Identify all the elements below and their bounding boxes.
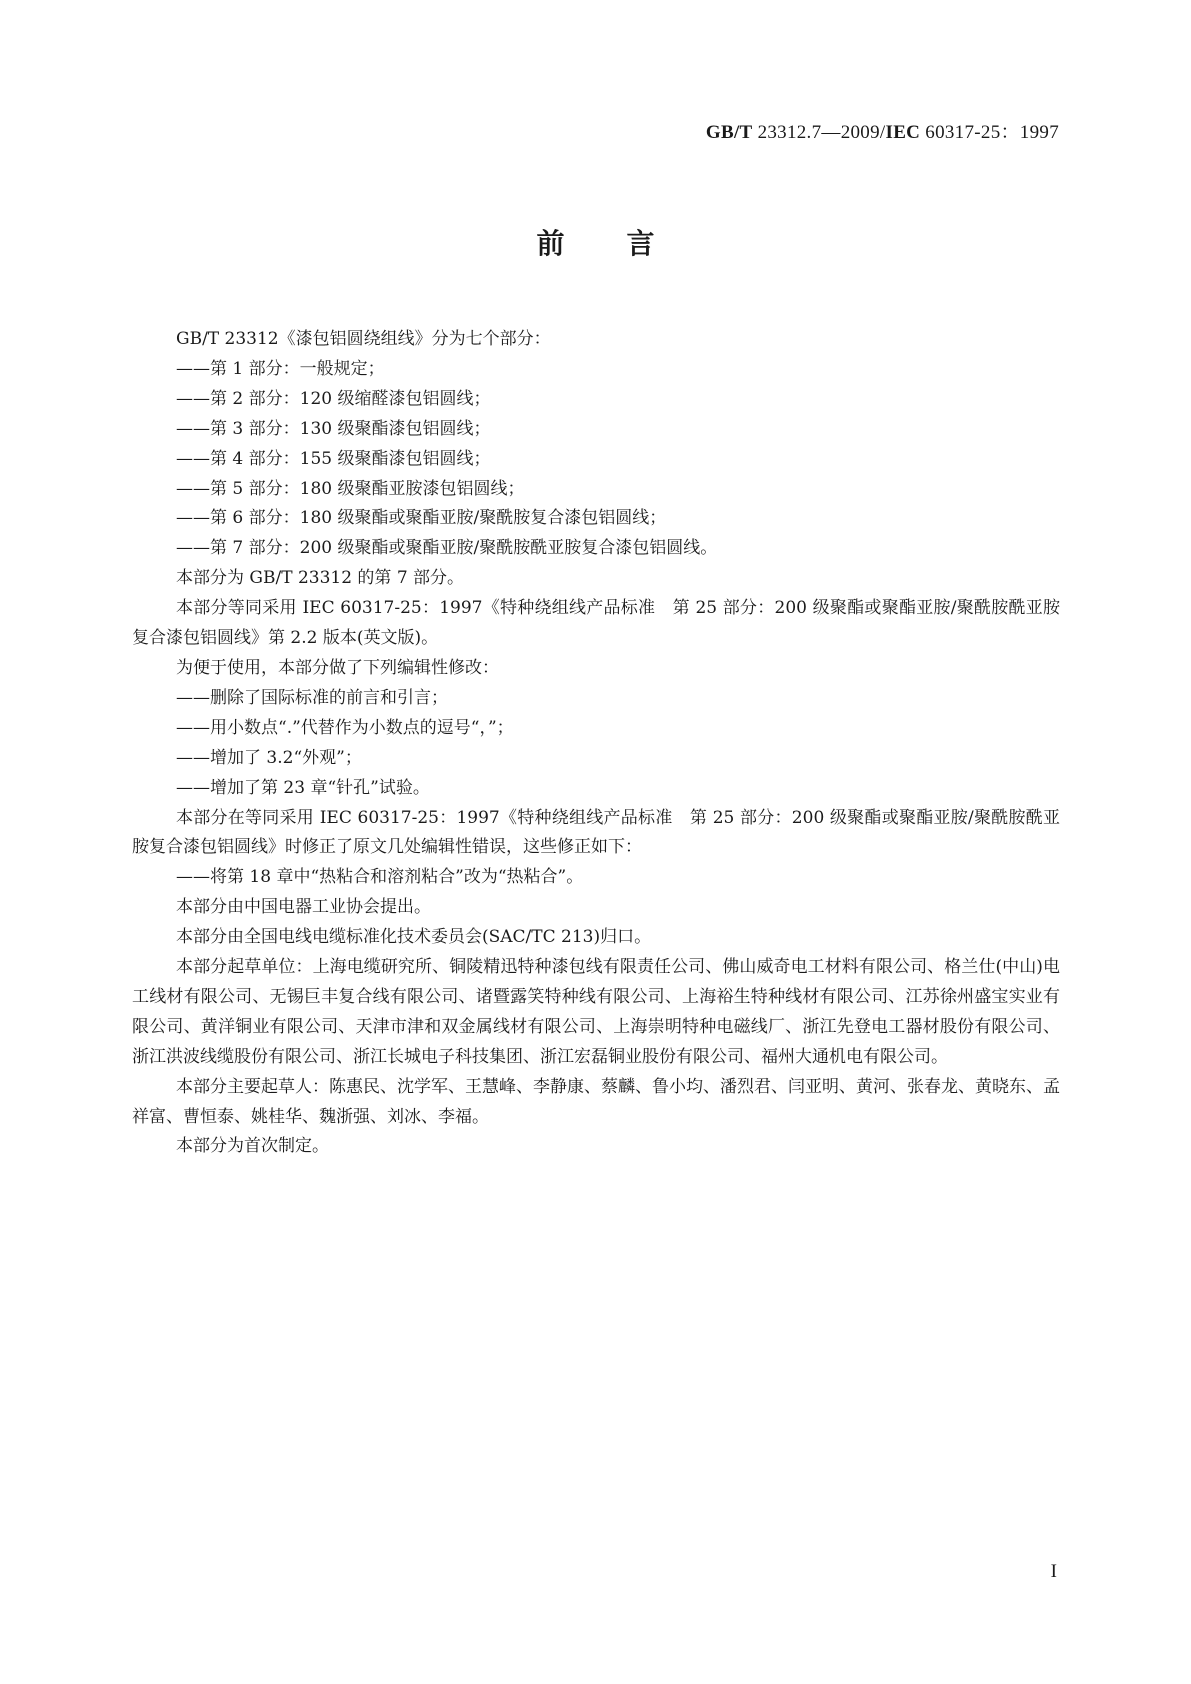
paragraph-first-edition: 本部分为首次制定。 xyxy=(176,1136,329,1157)
list-item-part-5: ——第 5 部分：180 级聚酯亚胺漆包铝圆线； xyxy=(176,478,525,499)
paragraph-editorial-intro: 为便于使用，本部分做了下列编辑性修改： xyxy=(176,657,499,678)
standard-iec: IEC xyxy=(885,122,921,143)
standard-suffix: 60317-25：1997 xyxy=(925,122,1059,143)
paragraph-proposed-by: 本部分由中国电器工业协会提出。 xyxy=(176,897,431,918)
paragraph-corrections: 本部分在等同采用 IEC 60317-25：1997《特种绕组线产品标准 第 25 部分：200 级聚酯或聚酯亚胺/聚酰胺酰亚胺复合漆包铝圆线》时修正了原文几处编辑性错误，这些修正如下： xyxy=(132,807,1060,858)
list-item-part-7: ——第 7 部分：200 级聚酯或聚酯亚胺/聚酰胺酰亚胺复合漆包铝圆线。 xyxy=(176,538,718,559)
list-item-edit-4: ——增加了第 23 章“针孔”试验。 xyxy=(176,777,430,798)
list-item-part-4: ——第 4 部分：155 级聚酯漆包铝圆线； xyxy=(176,448,491,469)
paragraph-drafters: 本部分主要起草人：陈惠民、沈学军、王慧峰、李静康、蔡麟、鲁小均、潘烈君、闫亚明、黄河、张春龙、黄晓东、孟祥富、曹恒泰、姚桂华、魏浙强、刘冰、李福。 xyxy=(132,1076,1060,1127)
list-item-edit-2: ——用小数点“.”代替作为小数点的逗号“，”； xyxy=(176,717,514,738)
list-item-correction-1: ——将第 18 章中“热粘合和溶剂粘合”改为“热粘合”。 xyxy=(176,867,584,888)
standard-number xyxy=(706,117,1059,144)
list-item-part-1: ——第 1 部分：一般规定； xyxy=(176,358,385,379)
foreword-body xyxy=(132,325,1060,1162)
page-number: I xyxy=(1050,1561,1057,1582)
list-item-part-3: ——第 3 部分：130 级聚酯漆包铝圆线； xyxy=(176,418,491,439)
paragraph-parts-intro: GB/T 23312《漆包铝圆绕组线》分为七个部分： xyxy=(176,329,551,349)
paragraph-adoption: 本部分等同采用 IEC 60317-25：1997《特种绕组线产品标准 第 25 部分：200 级聚酯或聚酯亚胺/聚酰胺酰亚胺复合漆包铝圆线》第 2.2 版本(英文版)。 xyxy=(132,598,1060,649)
list-item-edit-3: ——增加了 3.2“外观”； xyxy=(176,747,362,768)
standard-prefix: GB/T xyxy=(705,122,753,143)
list-item-part-2: ——第 2 部分：120 级缩醛漆包铝圆线； xyxy=(176,388,491,409)
paragraph-this-part: 本部分为 GB/T 23312 的第 7 部分。 xyxy=(176,568,465,589)
list-item-part-6: ——第 6 部分：180 级聚酯或聚酯亚胺/聚酰胺复合漆包铝圆线； xyxy=(176,508,667,529)
page-title: 前言 xyxy=(536,227,717,260)
paragraph-drafting-units: 本部分起草单位：上海电缆研究所、铜陵精迅特种漆包线有限责任公司、佛山威奇电工材料有限公司、格兰仕(中山)电工线材有限公司、无锡巨丰复合线有限公司、诸暨露笑特种线有限公司、上海裕生特种线材有限公司、江苏徐州盛宝实业有限公司、黄洋铜业有限公司、天津市津和双金属线材有限公司、上海崇明特种电磁线厂、浙江先登电工器材股份有限公司、浙江洪波线缆股份有限公司、浙江长城电子科技集团、浙江宏磊铜业股份有限公司、福州大通机电有限公司。 xyxy=(132,957,1060,1067)
paragraph-centralized-by: 本部分由全国电线电缆标准化技术委员会(SAC/TC 213)归口。 xyxy=(176,927,652,948)
standard-mid: 23312.7—2009/ xyxy=(757,122,886,143)
list-item-edit-1: ——删除了国际标准的前言和引言； xyxy=(176,687,448,708)
